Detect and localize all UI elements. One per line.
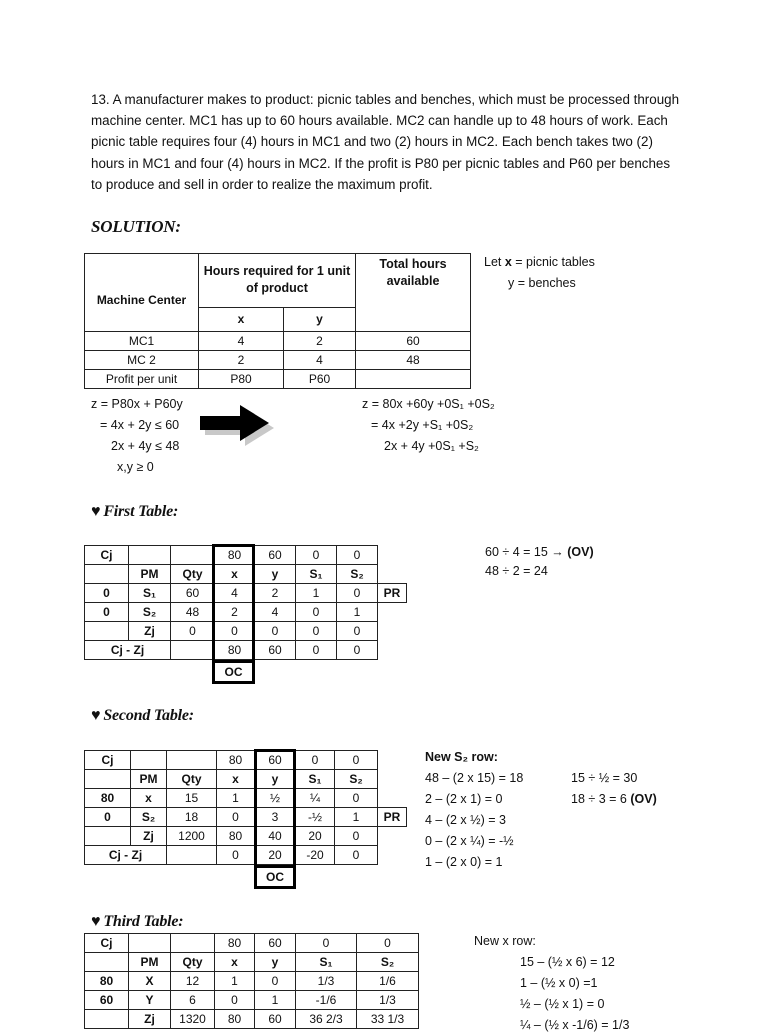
- row-label: MC 2: [85, 351, 199, 370]
- cell: ¼: [296, 789, 335, 808]
- model-right: [362, 394, 495, 457]
- cj-cell: 0: [296, 546, 337, 565]
- zj-cell: 0: [296, 622, 337, 641]
- cell: [356, 370, 471, 389]
- blank-cell: [378, 603, 407, 622]
- cj-label: Cj: [85, 546, 129, 565]
- zj-label: Zj: [129, 622, 171, 641]
- cell: 2: [284, 332, 356, 351]
- header-total-hours: Total hours available: [356, 254, 471, 332]
- header-y: y: [255, 565, 296, 584]
- header-x: x: [215, 953, 255, 972]
- model-line: z = 80x +60y +0S₁ +0S₂: [362, 397, 495, 411]
- blank-cell: [378, 546, 407, 565]
- new-row-title: New x row:: [474, 934, 536, 948]
- cell: 1: [337, 603, 378, 622]
- header-pm: PM: [131, 770, 167, 789]
- cell: 0: [215, 991, 255, 1010]
- row-qty: 18: [167, 808, 217, 827]
- blank-cell: [85, 622, 129, 641]
- cell: 0: [335, 789, 378, 808]
- blank-cell: [378, 751, 407, 770]
- ratio-line: 60 ÷ 4 = 15 →: [485, 545, 568, 559]
- cjzj-cell: 60: [255, 641, 296, 660]
- row-label: MC1: [85, 332, 199, 351]
- pivot-row-label: PR: [378, 584, 407, 603]
- zj-cell: 60: [255, 1010, 296, 1029]
- row-cj: 80: [85, 972, 129, 991]
- blank-cell: [167, 846, 217, 865]
- third-table-calc: [474, 931, 629, 1036]
- header-x: x: [217, 770, 255, 789]
- blank-cell: [378, 565, 407, 584]
- cell: 1: [255, 991, 296, 1010]
- cell: 0: [337, 584, 378, 603]
- model-line: x,y ≥ 0: [117, 460, 154, 474]
- cell: 1: [215, 972, 255, 991]
- blank-cell: [85, 770, 131, 789]
- cell: 2: [199, 351, 284, 370]
- row-pm: x: [131, 789, 167, 808]
- zj-label: Zj: [129, 1010, 171, 1029]
- cell: 2: [255, 584, 296, 603]
- blank-cell: [378, 789, 407, 808]
- cell: 0: [255, 972, 296, 991]
- header-hours-required: Hours required for 1 unit of product: [199, 254, 356, 308]
- pivot-row-label: PR: [378, 808, 407, 827]
- ratio-line: 15 ÷ ½ = 30: [571, 771, 638, 785]
- blank-cell: [85, 953, 129, 972]
- cell: ½: [255, 789, 296, 808]
- cj-cell: 0: [335, 751, 378, 770]
- cjzj-cell: 0: [296, 641, 337, 660]
- zj-qty: 1200: [167, 827, 217, 846]
- row-cj: 0: [85, 584, 129, 603]
- cj-cell: 0: [337, 546, 378, 565]
- cjzj-cell: 0: [217, 846, 255, 865]
- header-y: y: [284, 307, 356, 331]
- blank-cell: [129, 934, 171, 953]
- calc-line: 48 – (2 x 15) = 18: [425, 771, 524, 785]
- row-qty: 48: [171, 603, 215, 622]
- zj-cell: 20: [296, 827, 335, 846]
- blank-cell: [378, 641, 407, 660]
- header-qty: Qty: [171, 953, 215, 972]
- ratio-line: 48 ÷ 2 = 24: [485, 564, 548, 578]
- row-qty: 6: [171, 991, 215, 1010]
- calc-line: 1 – (2 x 0) = 1: [425, 855, 503, 869]
- blank-cell: [171, 641, 215, 660]
- solution-title: SOLUTION:: [91, 217, 181, 236]
- row-cj: 60: [85, 991, 129, 1010]
- cjzj-cell: 0: [335, 846, 378, 865]
- zj-cell: 0: [215, 622, 255, 641]
- cj-cell: 80: [215, 934, 255, 953]
- zj-cell: 80: [215, 1010, 255, 1029]
- ov-label: (OV): [630, 792, 657, 806]
- heart-icon: ♥: [91, 913, 101, 930]
- blank-cell: [171, 934, 215, 953]
- row-qty: 15: [167, 789, 217, 808]
- cell: 1/6: [357, 972, 419, 991]
- zj-qty: 0: [171, 622, 215, 641]
- blank-cell: [378, 622, 407, 641]
- blank-cell: [85, 1010, 129, 1029]
- row-pm: S₁: [129, 584, 171, 603]
- second-table-title: [91, 707, 194, 725]
- zj-label: Zj: [131, 827, 167, 846]
- oc-label: OC: [212, 660, 255, 684]
- row-qty: 12: [171, 972, 215, 991]
- header-qty: Qty: [171, 565, 215, 584]
- cjzj-cell: 80: [215, 641, 255, 660]
- cj-cell: 60: [255, 934, 296, 953]
- cj-zj-label: Cj - Zj: [85, 846, 167, 865]
- cell: P80: [199, 370, 284, 389]
- cell: -½: [296, 808, 335, 827]
- row-cj: 0: [85, 808, 131, 827]
- problem-statement: 13. A manufacturer makes to product: picnic tables and benches, which must be processed through machine center. MC1 has up to 60 hours available. MC2 can handle up to 48 hours of work. Each picnic table requires four (4) hours in MC1 and two (2) hours in MC2. Each bench takes two (2) hours in MC1 and four (4) hours in MC2. If the profit is P80 per picnic tables and P60 per benches to produce and sell in order to realize the maximum profit.: [91, 92, 680, 192]
- cell: 1/3: [296, 972, 357, 991]
- header-s2: S₂: [357, 953, 419, 972]
- cell: P60: [284, 370, 356, 389]
- header-qty: Qty: [167, 770, 217, 789]
- zj-cell: 0: [255, 622, 296, 641]
- zj-cell: 80: [217, 827, 255, 846]
- oc-label: OC: [254, 865, 296, 889]
- header-s1: S₁: [296, 770, 335, 789]
- model-line: z = P80x + P60y: [91, 397, 183, 411]
- heart-icon: ♥: [91, 707, 101, 724]
- row-label: Profit per unit: [85, 370, 199, 389]
- header-s2: S₂: [335, 770, 378, 789]
- cell: 1: [217, 789, 255, 808]
- cell: 4: [199, 332, 284, 351]
- blank-cell: [167, 751, 217, 770]
- third-table-title-text: Third Table:: [103, 913, 184, 930]
- cell: 3: [255, 808, 296, 827]
- model-line: 2x + 4y +0S₁ +S₂: [384, 439, 479, 453]
- model-line: 2x + 4y ≤ 48: [111, 439, 180, 453]
- cell: 0: [217, 808, 255, 827]
- second-table-calc: [425, 747, 523, 873]
- blank-cell: [85, 827, 131, 846]
- cell: 1/3: [357, 991, 419, 1010]
- calc-line: ¼ – (½ x -1/6) = 1/3: [520, 1018, 630, 1032]
- calc-line: 15 – (½ x 6) = 12: [520, 955, 615, 969]
- model-left: [91, 394, 183, 478]
- ratio-line: 18 ÷ 3 = 6: [571, 792, 631, 806]
- zj-qty: 1320: [171, 1010, 215, 1029]
- cell: 1: [335, 808, 378, 827]
- header-s1: S₁: [296, 565, 337, 584]
- cj-cell: 0: [296, 751, 335, 770]
- cell: 1: [296, 584, 337, 603]
- ov-label: (OV): [567, 545, 594, 559]
- cj-cell: 80: [217, 751, 255, 770]
- row-cj: 80: [85, 789, 131, 808]
- first-table-title-text: First Table:: [103, 503, 179, 520]
- cj-cell: 80: [215, 546, 255, 565]
- right-arrow-icon: [198, 403, 276, 447]
- header-x: x: [215, 565, 255, 584]
- first-simplex-table: [84, 545, 407, 660]
- third-table-title: [91, 913, 183, 931]
- cell: 4: [255, 603, 296, 622]
- blank-cell: [85, 565, 129, 584]
- let-note: [484, 252, 595, 294]
- calc-line: 1 – (½ x 0) =1: [520, 976, 598, 990]
- row-qty: 60: [171, 584, 215, 603]
- cell: 0: [296, 603, 337, 622]
- cj-label: Cj: [85, 934, 129, 953]
- zj-cell: 40: [255, 827, 296, 846]
- model-line: = 4x + 2y ≤ 60: [100, 418, 180, 432]
- header-s1: S₁: [296, 953, 357, 972]
- model-line: = 4x +2y +S₁ +0S₂: [371, 418, 474, 432]
- zj-cell: 0: [335, 827, 378, 846]
- second-simplex-table: [84, 750, 407, 865]
- let-def-2: y = benches: [508, 276, 576, 290]
- header-y: y: [255, 770, 296, 789]
- cj-cell: 60: [255, 751, 296, 770]
- cj-cell: 60: [255, 546, 296, 565]
- cell: 60: [356, 332, 471, 351]
- new-row-title: New S₂ row:: [425, 750, 498, 764]
- first-table-notes: [485, 543, 594, 581]
- header-machine-center: Machine Center: [85, 254, 199, 332]
- row-pm: X: [129, 972, 171, 991]
- cj-label: Cj: [85, 751, 131, 770]
- let-prefix: Let: [484, 255, 505, 269]
- cjzj-cell: 0: [337, 641, 378, 660]
- calc-line: 0 – (2 x ¼) = -½: [425, 834, 514, 848]
- header-pm: PM: [129, 565, 171, 584]
- cell: 48: [356, 351, 471, 370]
- zj-cell: 36 2/3: [296, 1010, 357, 1029]
- machine-table: [84, 253, 471, 389]
- second-table-title-text: Second Table:: [103, 707, 194, 724]
- row-cj: 0: [85, 603, 129, 622]
- blank-cell: [378, 846, 407, 865]
- cj-cell: 0: [357, 934, 419, 953]
- cell: 2: [215, 603, 255, 622]
- blank-cell: [378, 770, 407, 789]
- calc-line: 4 – (2 x ½) = 3: [425, 813, 506, 827]
- blank-cell: [171, 546, 215, 565]
- header-y: y: [255, 953, 296, 972]
- header-pm: PM: [129, 953, 171, 972]
- third-simplex-table: [84, 933, 419, 1029]
- row-pm: Y: [129, 991, 171, 1010]
- zj-cell: 0: [337, 622, 378, 641]
- cell: -1/6: [296, 991, 357, 1010]
- calc-line: 2 – (2 x 1) = 0: [425, 792, 503, 806]
- cell: 4: [284, 351, 356, 370]
- header-s2: S₂: [337, 565, 378, 584]
- zj-cell: 33 1/3: [357, 1010, 419, 1029]
- blank-cell: [378, 827, 407, 846]
- first-table-title: [91, 503, 178, 521]
- row-pm: S₂: [129, 603, 171, 622]
- cj-cell: 0: [296, 934, 357, 953]
- blank-cell: [131, 751, 167, 770]
- let-def: = picnic tables: [511, 255, 595, 269]
- row-pm: S₂: [131, 808, 167, 827]
- second-table-ratios: [571, 768, 657, 810]
- cjzj-cell: -20: [296, 846, 335, 865]
- cell: 4: [215, 584, 255, 603]
- header-x: x: [199, 307, 284, 331]
- cj-zj-label: Cj - Zj: [85, 641, 171, 660]
- let-var: x: [504, 255, 512, 269]
- calc-line: ½ – (½ x 1) = 0: [520, 997, 605, 1011]
- blank-cell: [129, 546, 171, 565]
- heart-icon: ♥: [91, 503, 101, 520]
- cjzj-cell: 20: [255, 846, 296, 865]
